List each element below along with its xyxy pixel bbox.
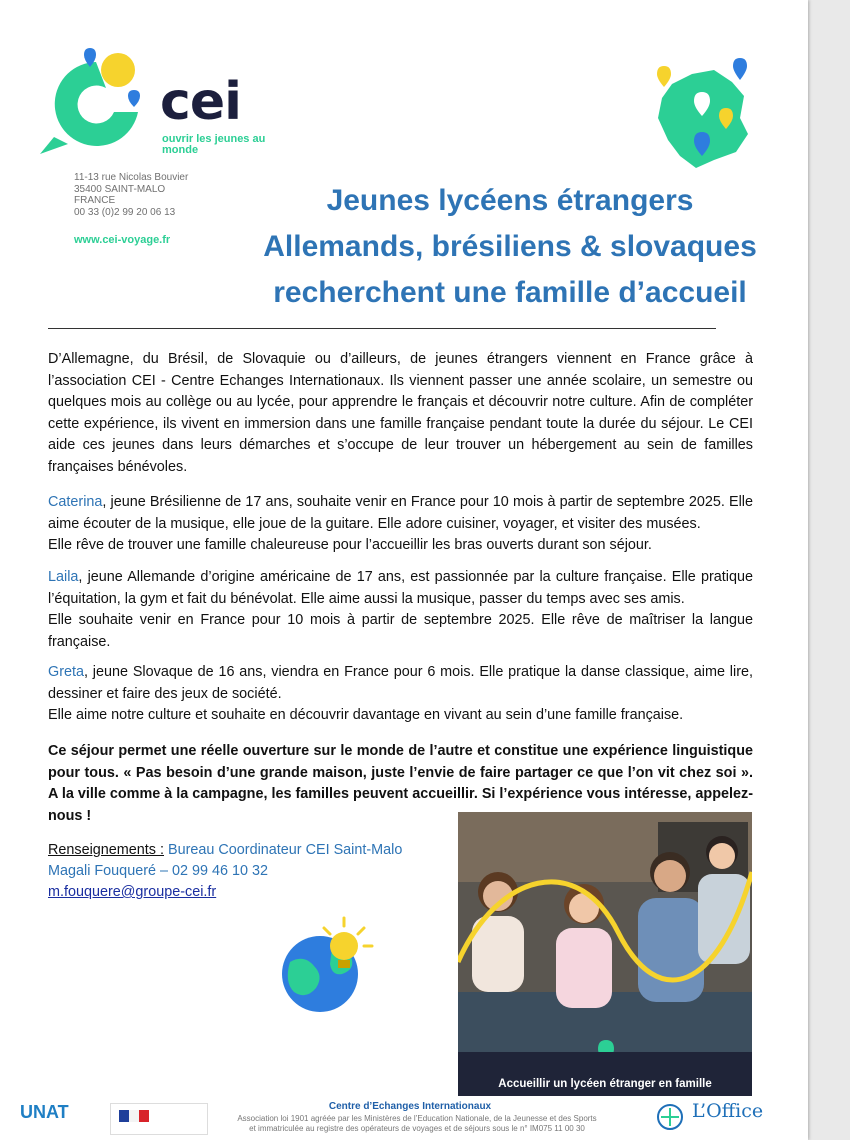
website-link[interactable]: www.cei-voyage.fr	[74, 234, 171, 246]
profile-name: Caterina	[48, 494, 103, 510]
globe-lightbulb-icon	[276, 908, 386, 1016]
profile-greta	[48, 662, 753, 727]
address-line: FRANCE	[74, 195, 116, 206]
profile-text: , jeune Slovaque de 16 ans, viendra en France pour 6 mois. Elle pratique la danse classique, aime lire, dessiner et faire des jeux de société.	[48, 664, 753, 702]
title-line: recherchent une famille d’accueil	[273, 276, 747, 309]
france-map-icon	[652, 56, 756, 174]
brand-tagline: ouvrir les jeunes au monde	[162, 133, 266, 156]
profile-text: , jeune Brésilienne de 17 ans, souhaite venir en France pour 10 mois à partir de septembre 2025. Elle aime écouter de la musique, elle joue de la guitare. Elle adore cuisiner, voyager, et visiter des musées.	[48, 494, 753, 532]
page-title	[225, 178, 795, 316]
address-line: 11-13 rue Nicolas Bouvier	[74, 172, 189, 183]
profile-name: Greta	[48, 664, 84, 680]
title-line: Allemands, brésiliens & slovaques	[263, 230, 757, 263]
contact-person: Magali Fouqueré – 02 99 46 10 32	[48, 863, 269, 879]
phone-line: 00 33 (0)2 99 20 06 13	[74, 206, 176, 218]
photo-caption: Accueillir un lycéen étranger en famille	[498, 1078, 712, 1090]
profile-name: Laila	[48, 569, 79, 585]
cei-logo-icon	[34, 42, 160, 160]
contact-email-link[interactable]: m.fouquere@groupe-cei.fr	[48, 884, 217, 900]
closing-paragraph: Ce séjour permet une réelle ouverture sur le monde de l’autre et constitue une expérience linguistique pour tous. « Pas besoin d’une grande maison, juste l’envie de faire partager ce que l’on vit chez soi ». A la ville comme à la campagne, les familles peuvent accueillir. Si l’expérience vous intéresse, appelez-nous !	[48, 743, 753, 824]
footer-organization: Centre d’Echanges Internationaux	[328, 1101, 492, 1112]
contact-block	[48, 840, 402, 903]
footer-legal	[222, 1114, 612, 1134]
legal-line: Association loi 1901 agréée par les Ministères de l’Education Nationale, de la Jeunesse et des Sports	[237, 1114, 597, 1123]
divider-line	[48, 328, 716, 329]
contact-label: Renseignements :	[48, 842, 164, 858]
profile-caterina	[48, 492, 753, 557]
profile-text: Elle souhaite venir en France pour 10 mois à partir de septembre 2025. Elle rêve de maîtriser la langue française.	[48, 612, 753, 650]
ministry-logo-icon	[110, 1103, 208, 1135]
address-line: 35400 SAINT-MALO	[74, 183, 166, 195]
profile-text: , jeune Allemande d’origine américaine de 17 ans, est passionnée par la culture française. Elle pratique l’équitation, la gym et fait du bénévolat. Elle aime aussi la musique, passer du temps avec ses amis.	[48, 569, 753, 607]
family-photo	[458, 812, 752, 1096]
legal-line: et immatriculée au registre des opérateurs de voyages et de séjours sous le n° IM075 11 00 30	[249, 1124, 585, 1133]
address-block	[74, 172, 188, 218]
title-line: Jeunes lycéens étrangers	[326, 184, 694, 217]
brand-name: cei	[160, 72, 241, 132]
office-logo: L’Office	[692, 1100, 764, 1122]
contact-office: Bureau Coordinateur CEI Saint-Malo	[164, 842, 403, 858]
profile-text: Elle rêve de trouver une famille chaleureuse pour l’accueillir les bras ouverts durant son séjour.	[48, 537, 652, 553]
unat-logo: UNAT	[20, 1102, 69, 1122]
profile-laila	[48, 567, 753, 653]
intro-paragraph: D’Allemagne, du Brésil, de Slovaquie ou d’ailleurs, de jeunes étrangers viennent en France grâce à l’association CEI - Centre Echanges Internationaux. Ils viennent passer une année scolaire, un semestre ou quelques mois au collège ou au lycée, pour apprendre le français et découvrir notre culture. Afin de compléter cette expérience, ils vivent en immersion dans une famille française pendant toute la durée du séjour. Le CEI aide ces jeunes dans leurs démarches et s’occupe de leur trouver un hébergement au sein de familles françaises bénévoles.	[48, 351, 753, 475]
profile-text: Elle aime notre culture et souhaite en découvrir davantage en vivant au sein d’une famille française.	[48, 707, 684, 723]
office-emblem-icon	[656, 1103, 684, 1131]
